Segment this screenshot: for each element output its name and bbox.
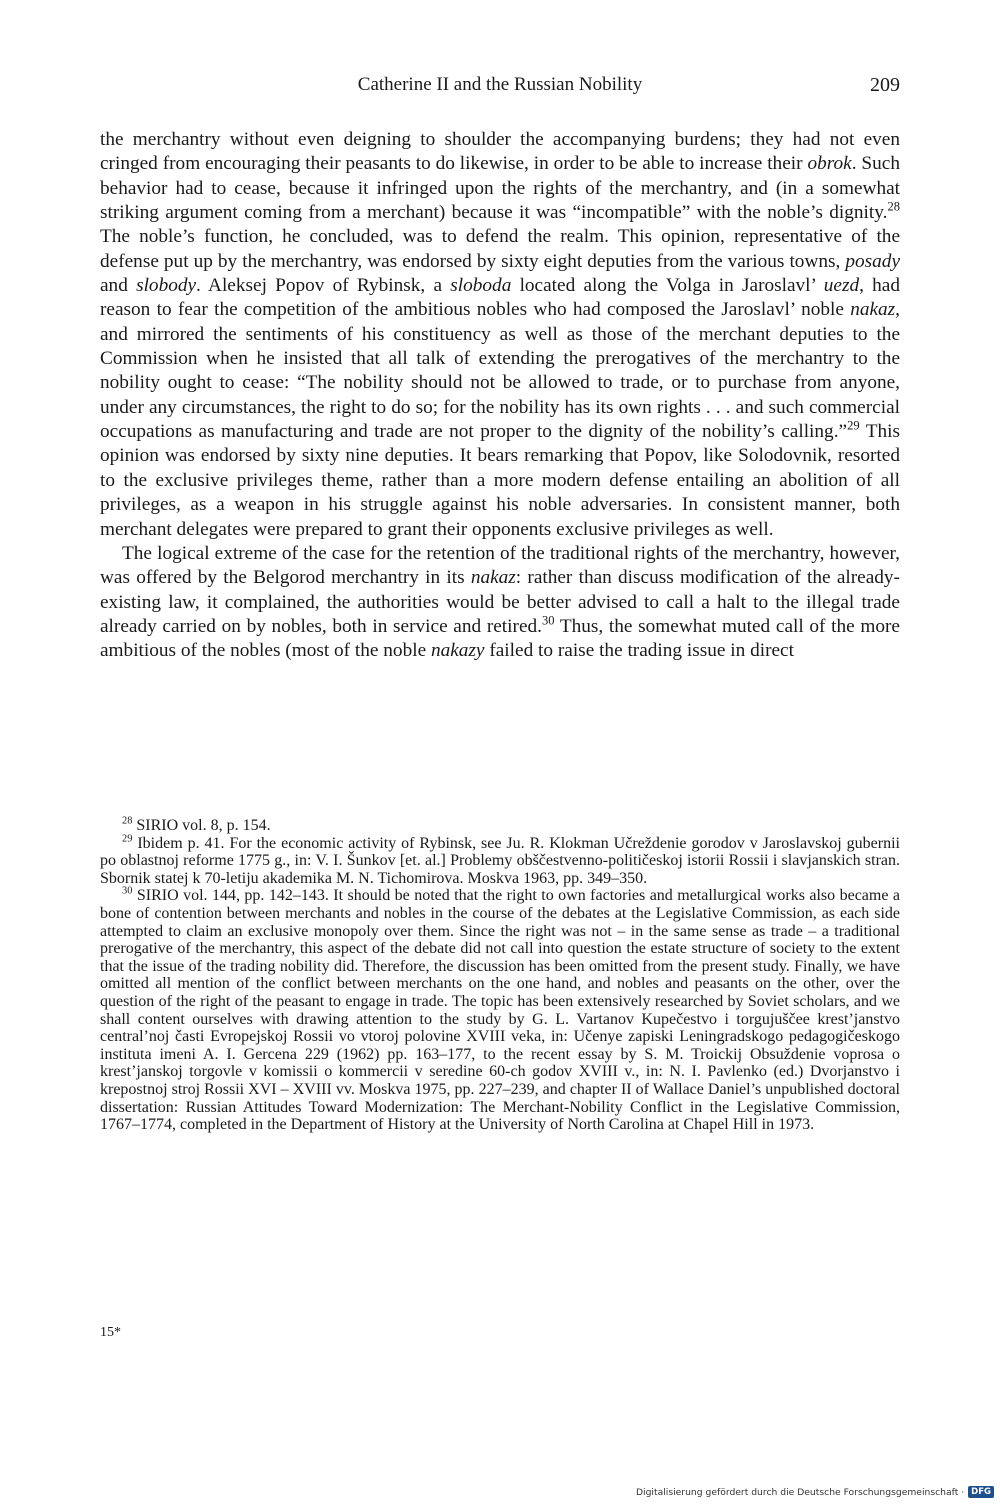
paragraph-1 (100, 128, 900, 542)
footnote-ref: 30 (541, 613, 555, 628)
footnote-ref: 30 (122, 886, 133, 898)
body-text (100, 128, 900, 664)
text-run: SIRIO vol. 8, p. 154. (132, 817, 271, 834)
italic-term: nakaz (470, 567, 516, 589)
footnote-30 (100, 887, 900, 1133)
text-run: Ibidem p. 41. For the economic activity of Rybinsk, see Ju. R. Klokman Učreždenie gorodov v Jaroslavskoj gubernii po oblastnoj reforme 1775 g., in: V. I. Šunkov [et. al.] Problemy obščestvenno-političeskoj istorii Rossii i slavjanskich stran. Sbornik statej k 70-letiju akademika M. N. Tichomirova. Moskva 1963, pp. 349–350. (100, 834, 900, 887)
footnote-28 (100, 817, 900, 835)
digitization-text: Digitalisierung gefördert durch die Deutsche Forschungsgemeinschaft · (635, 1486, 965, 1498)
italic-term: sloboda (450, 275, 512, 297)
footnote-ref: 28 (122, 815, 133, 827)
text-run: This opinion was endorsed by sixty nine deputies. It bears remarking that Popov, like Solodovnik, resorted to the exclusive privileges theme, rather than a more modern defense entailing an abolition of all privileges, as a weapon in his struggle against his noble adversaries. In consistent manner, both merchant delegates were prepared to grant their opponents exclusive privileges as well. (100, 421, 900, 540)
text-run: SIRIO vol. 144, pp. 142–143. It should be noted that the right to own factories and metallurgical works also became a bone of contention between merchants and nobles in the course of the debates at the Legislative Commission, as each side attempted to claim an exclusive monopoly over them. Since the right was not – in the same sense as trade – a traditional prerogative of the merchantry, this aspect of the debate did not call into question the estate structure of society to the extent that the issue of the trading nobility did. Therefore, the discussion has been omitted from the present study. Finally, we have omitted all mention of the conflict between merchants on the one hand, and nobles and peasants on the other, over the question of the right of the peasant to engage in trade. The topic has been extensively researched by Soviet scholars, and we shall content ourselves with drawing attention to the study by G. L. Vartanov Kupečestvo i torgujuščee krest’janstvo central’noj časti Evropejskoj Rossii vo vtoroj polovine XVIII veka, in: Učenye zapiski Leningradskogo pedagogičeskogo instituta imeni A. I. Gercena 229 (1962) pp. 163–177, to the recent essay by S. M. Troickij Obsuždenie voprosa o krest’janskoj torgovle v komissii o kommercii v seredine 60-ch godov XVIII v., in: N. I. Pavlenko (ed.) Dvorjanstvo i krepostnoj stroj Rossii XVI – XVIII vv. Moskva 1975, pp. 227–239, and chapter II of Wallace Daniel’s unpublished doctoral dissertation: Russian Attitudes Toward Modernization: The Merchant-Nobility Conflict in the Legislative Commission, 1767–1774, completed in the Department of History at the University of North Carolina at Chapel Hill in 1973. (100, 887, 900, 1134)
text-run: : rather than discuss modification of the already-existing law, it complained, the authorities would be better advised to call a halt to the illegal trade already carried on by nobles, both in service and retired. (100, 567, 900, 637)
italic-term: posady (845, 250, 900, 272)
italic-term: nakazy (430, 640, 485, 662)
text-run: Thus, the somewhat muted call of the more ambitious of the nobles (most of the noble (100, 615, 900, 662)
text-run: and (100, 275, 137, 297)
text-run: The logical extreme of the case for the retention of the traditional rights of the merchantry, however, was offered by the Belgorod merchantry in its (100, 542, 900, 589)
footnotes (100, 817, 900, 1134)
italic-term: uezd (823, 275, 860, 297)
italic-term: slobody (136, 275, 197, 297)
text-run: the merchantry without even deigning to shoulder the accompanying burdens; they had not even cringed from encouraging their peasants to do likewise, in order to be able to increase their (100, 129, 900, 175)
footnote-29 (100, 835, 900, 888)
text-run: The noble’s function, he concluded, was to defend the realm. This opinion, representative of the defense put up by the merchantry, was endorsed by sixty eight deputies from the various towns, (100, 226, 900, 272)
paragraph-2 (100, 542, 900, 664)
running-header (100, 74, 900, 104)
dfg-logo: DFG (968, 1486, 994, 1498)
text-run: . Such behavior had to cease, because it infringed upon the rights of the merchantry, and (in a somewhat striking argument coming from a merchant) because it was “incompatible” with the noble’s dignity. (100, 153, 900, 224)
signature-mark: 15* (100, 1325, 121, 1340)
footnote-ref: 29 (847, 418, 860, 433)
footnote-ref: 28 (887, 199, 900, 214)
running-title: Catherine II and the Russian Nobility (357, 74, 643, 95)
italic-term: obrok (807, 153, 852, 175)
italic-term: nakaz (850, 299, 896, 321)
text-run: , and mirrored the sentiments of his constituency as well as those of the merchant deputies to the Commission when he insisted that all talk of extending the prerogatives of the merchantry to the nobility ought to cease: “The nobility should not be allowed to trade, or to purchase from anyone, under any circumstances, the right to do so; for the nobility has its own rights . . . and such commercial occupations as manufacturing and trade are not proper to the dignity of the nobility’s calling.” (100, 299, 900, 443)
page-number: 209 (870, 74, 900, 96)
footnote-ref: 29 (122, 833, 133, 845)
text-run: . Aleksej Popov of Rybinsk, a (196, 275, 451, 297)
text-run: failed to raise the trading issue in direct (484, 640, 794, 662)
text-run: located along the Volga in Jaroslavl’ (511, 275, 824, 297)
digitization-footer (598, 1485, 994, 1499)
text-run: , had reason to fear the competition of the ambitious nobles who had composed the Jaroslavl’ noble (100, 275, 900, 321)
